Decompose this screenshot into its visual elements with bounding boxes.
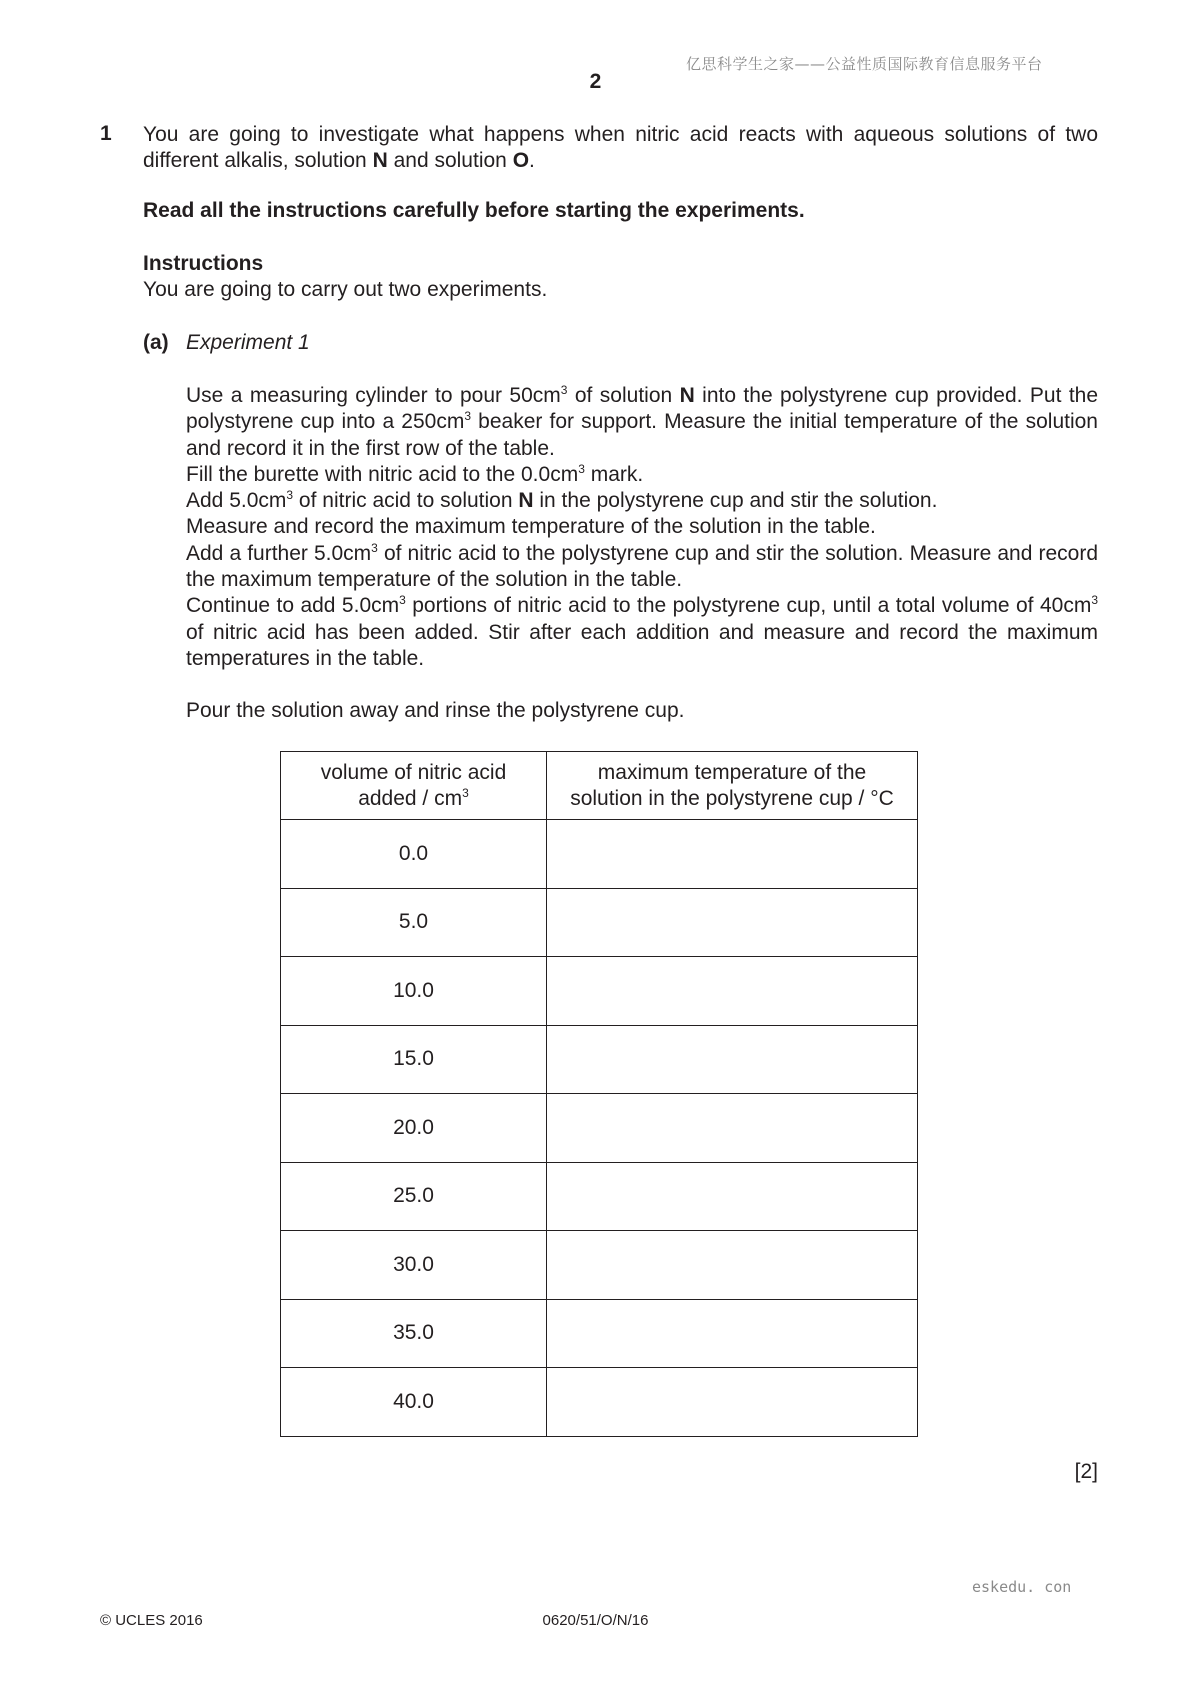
temperature-answer-cell[interactable] — [547, 1368, 918, 1437]
step-4: Measure and record the maximum temperature of the solution in the table. — [186, 515, 876, 539]
temperature-answer-cell[interactable] — [547, 1162, 918, 1231]
step-5: Add a further $5.0cm^3$ of nitric acid to the polystyrene cup and stir the solution. Measure and record the maximum temperature of the solution in the table. — [186, 540, 1098, 592]
table-row — [281, 1162, 918, 1231]
temperature-answer-cell[interactable] — [547, 1231, 918, 1300]
temperature-answer-cell[interactable] — [547, 1094, 918, 1163]
column-header-temperature: maximum temperature of the solution in the polystyrene cup / °C — [547, 752, 918, 820]
step-1: Use a measuring cylinder to pour $50cm^3$ of solution N into the polystyrene cup provided. Put the polystyrene cup into a $250cm^3$ beaker for support. Measure the initial temperature of the solution and record it in the first row of the table. — [186, 383, 1099, 460]
part-a-label: (a) — [143, 331, 169, 354]
solution-n-label: N — [372, 149, 388, 173]
volume-cell: 30.0 — [281, 1231, 547, 1300]
results-table — [280, 751, 918, 1437]
instructions-heading: Instructions — [143, 252, 264, 275]
page-number: 2 — [589, 70, 602, 93]
footer-watermark: eskedu. con — [972, 1578, 1072, 1596]
column-header-volume: volume of nitric acid added / $cm^3$ — [281, 752, 547, 820]
temperature-answer-cell[interactable] — [547, 1025, 918, 1094]
footer-paper-code: 0620/51/O/N/16 — [542, 1612, 649, 1629]
table-row — [281, 957, 918, 1026]
question-number: 1 — [100, 122, 112, 145]
marks-allocation: [2] — [1074, 1460, 1098, 1483]
volume-cell: 15.0 — [281, 1025, 547, 1094]
question-intro: You are going to investigate what happens when nitric acid reacts with aqueous solutions of two different alkalis, solution N and solution O. — [143, 123, 1098, 173]
instructions-text: You are going to carry out two experiments. — [143, 278, 548, 301]
volume-cell: 10.0 — [281, 957, 547, 1026]
temperature-answer-cell[interactable] — [547, 888, 918, 957]
table-row — [281, 1299, 918, 1368]
solution-o-label: O — [512, 149, 530, 173]
pour-instruction: Pour the solution away and rinse the polystyrene cup. — [186, 699, 685, 722]
volume-cell: 20.0 — [281, 1094, 547, 1163]
table-row — [281, 1368, 918, 1437]
temperature-answer-cell[interactable] — [547, 820, 918, 889]
table-row — [281, 1094, 918, 1163]
volume-cell: 0.0 — [281, 820, 547, 889]
step-3: Add $5.0cm^3$ of nitric acid to solution N in the polystyrene cup and stir the solution. — [186, 488, 938, 513]
table-row — [281, 1231, 918, 1300]
table-row — [281, 820, 918, 889]
table-row — [281, 1025, 918, 1094]
temperature-answer-cell[interactable] — [547, 1299, 918, 1368]
volume-cell: 40.0 — [281, 1368, 547, 1437]
header-watermark: 亿思科学生之家——公益性质国际教育信息服务平台 — [686, 55, 1043, 73]
volume-cell: 5.0 — [281, 888, 547, 957]
step-2: Fill the burette with nitric acid to the $0.0cm^3$ mark. — [186, 461, 644, 486]
step-6: Continue to add $5.0cm^3$ portions of nitric acid to the polystyrene cup, until a total volume of $40cm^3$ of nitric acid has been added. Stir after each addition and measure and record the maximum temperatures in the table. — [186, 593, 1098, 670]
volume-cell: 35.0 — [281, 1299, 547, 1368]
temperature-answer-cell[interactable] — [547, 957, 918, 1026]
part-a-title: Experiment 1 — [186, 331, 310, 354]
table-row — [281, 888, 918, 957]
table-header-row — [281, 752, 918, 820]
volume-cell: 25.0 — [281, 1162, 547, 1231]
footer-copyright: © UCLES 2016 — [100, 1612, 203, 1629]
read-all-instruction: Read all the instructions carefully before starting the experiments. — [143, 199, 805, 222]
experiment-steps — [186, 383, 1098, 672]
